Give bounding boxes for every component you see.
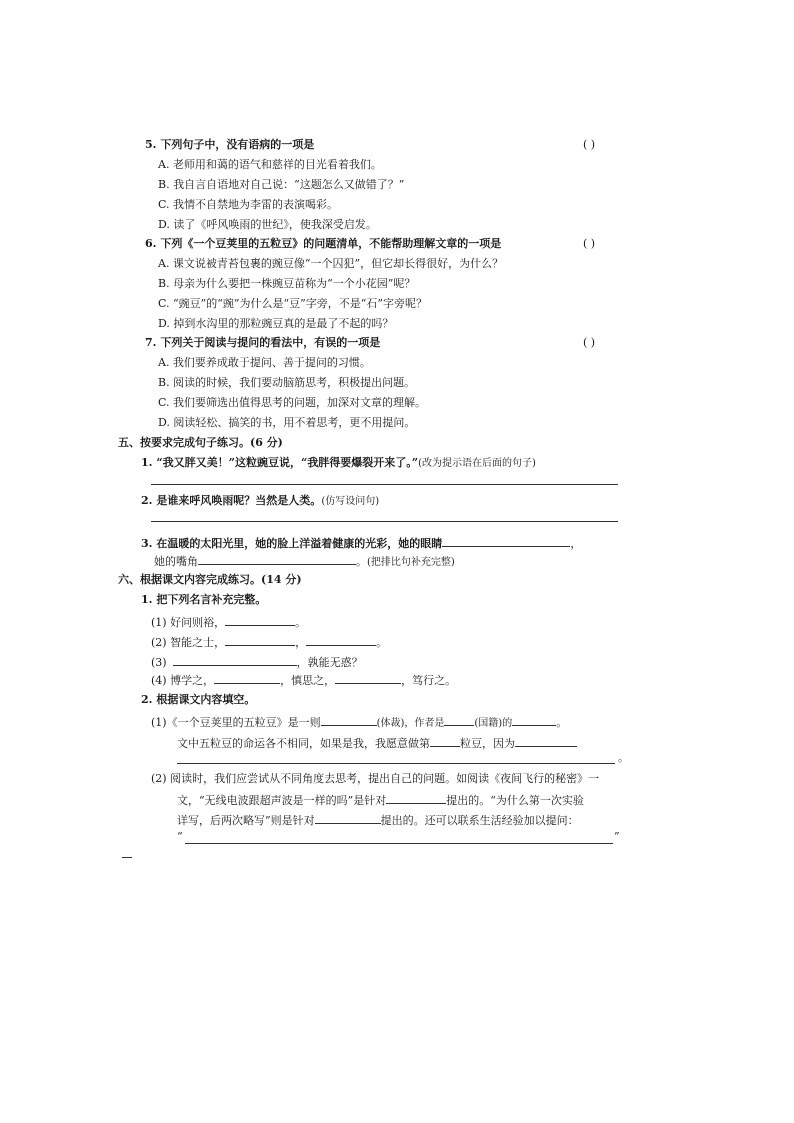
- q7-option-b: B. 阅读的时候，我们要动脑筋思考，积极提出问题。: [158, 376, 416, 389]
- q7-option-d: D. 阅读轻松、搞笑的书，用不着思考，更不用提问。: [158, 416, 416, 429]
- q6-option-c: C. “豌豆”的“豌”为什么是“豆”字旁，不是“石”字旁呢？: [158, 297, 428, 310]
- motto-3: [151, 654, 363, 670]
- own-question-answer-line[interactable]: [185, 843, 613, 844]
- s5-item3-end-b: 。: [356, 555, 367, 568]
- motto-4-text-c: ，笃行之。: [401, 674, 457, 687]
- motto-3-text-a: (3): [151, 656, 167, 669]
- motto-1-blank[interactable]: [225, 614, 295, 626]
- fill-1-text-a: (1)《一个豆荚里的五粒豆》是一则: [151, 716, 321, 729]
- fill-1-line2: [177, 735, 577, 751]
- motto-4-text-a: (4) 博学之，: [151, 674, 215, 687]
- fill-2-open-quote: “: [177, 830, 183, 843]
- s6-part1-title: 1. 把下列名言补充完整。: [141, 593, 267, 606]
- s5-item1-answer-line[interactable]: [151, 484, 618, 485]
- s5-item1: [141, 456, 536, 471]
- q5-option-a: A. 老师用和蔼的语气和慈祥的目光看着我们。: [158, 158, 382, 171]
- q6-stem: 6. 下列《一个豆荚里的五粒豆》的问题清单，不能帮助理解文章的一项是: [145, 237, 502, 250]
- q7-option-a: A. 我们要养成敢于提问、善于提问的习惯。: [158, 356, 371, 369]
- reason-answer-line[interactable]: [177, 763, 615, 764]
- fill-2-line2: [177, 792, 584, 808]
- fill-1-text-e: 文中五粒豆的命运各不相同，如果是我，我愿意做第: [177, 737, 430, 750]
- q5-stem: 5. 下列句子中，没有语病的一项是: [145, 138, 315, 151]
- fill-1-line1: [151, 714, 567, 731]
- bean-number-blank[interactable]: [430, 735, 460, 747]
- fill-2-text-e: 提出的。还可以联系生活经验加以提问：: [380, 814, 579, 827]
- s5-item2-answer-line[interactable]: [151, 521, 618, 522]
- s5-item3-note: (把排比句补充完整): [367, 557, 455, 568]
- s5-item1-text: 1. “我又胖又美！”这粒豌豆说，“我胖得要爆裂开来了。”: [141, 456, 419, 469]
- s5-item3-line1: [141, 535, 581, 551]
- s5-item2: [141, 494, 379, 509]
- section5-heading: 五、按要求完成句子练习。(6 分): [118, 436, 283, 449]
- fill-2-close-quote: ”: [614, 830, 620, 843]
- section6-heading: 六、根据课文内容完成练习。(14 分): [118, 573, 302, 586]
- fill-1-text-g: 。: [618, 751, 629, 764]
- motto-3-text-b: ，孰能无惑？: [296, 656, 363, 669]
- q5-option-b: B. 我自言自语地对自己说：“这题怎么又做错了？”: [158, 178, 405, 191]
- author-blank[interactable]: [512, 714, 556, 726]
- genre-blank[interactable]: [321, 714, 377, 726]
- fill-1-text-f: 粒豆，因为: [460, 737, 515, 750]
- motto-4: [151, 672, 456, 688]
- motto-2: [151, 634, 387, 650]
- motto-4-blank-2[interactable]: [335, 672, 401, 684]
- motto-2-blank-2[interactable]: [306, 634, 376, 646]
- q7-stem: 7. 下列关于阅读与提问的看法中，有误的一项是: [145, 336, 381, 349]
- s5-item3-end-a: ，: [570, 537, 582, 550]
- fill-2-text-b: 文，“无线电波跟超声波是一样的吗”是针对: [177, 794, 387, 807]
- fill-2-line1: (2) 阅读时，我们应尝试从不同角度去思考，提出自己的问题。如阅读《夜间飞行的秘密》一: [151, 772, 600, 785]
- motto-1-text-a: (1) 好问则裕，: [151, 616, 226, 629]
- q6-option-d: D. 掉到水沟里的那粒豌豆真的是最了不起的吗？: [158, 317, 394, 330]
- motto-2-text-c: 。: [376, 636, 388, 649]
- s5-item1-note: (改为提示语在后面的句子): [418, 458, 536, 469]
- q7-answer-paren[interactable]: ( ): [583, 336, 596, 349]
- fill-2-text-c: 提出的。“为什么第一次实验: [446, 794, 584, 807]
- motto-4-blank-1[interactable]: [214, 672, 280, 684]
- s5-item3-text-b: 她的嘴角: [154, 555, 198, 568]
- q5-option-d: D. 读了《呼风唤雨的世纪》，使我深受启发。: [158, 218, 377, 231]
- question-angle-blank-2[interactable]: [315, 812, 381, 824]
- motto-3-blank[interactable]: [173, 654, 297, 666]
- s5-item2-text: 2. 是谁来呼风唤雨呢？当然是人类。: [141, 494, 322, 507]
- q6-option-b: B. 母亲为什么要把一株豌豆苗称为“一个小花园”呢？: [158, 277, 416, 290]
- fill-2-text-d: 详写，后两次略写”则是针对: [177, 814, 315, 827]
- s5-item2-note: (仿写设问句): [321, 496, 380, 507]
- s6-part2-title: 2. 根据课文内容填空。: [141, 693, 256, 706]
- reason-blank[interactable]: [515, 735, 577, 747]
- motto-1: [151, 614, 306, 630]
- s5-item3-text-a: 3. 在温暖的太阳光里，她的脸上洋溢着健康的光彩，她的眼睛: [141, 537, 443, 550]
- motto-2-text-a: (2) 智能之士，: [151, 636, 226, 649]
- page-margin-mark: [122, 857, 132, 858]
- fill-1-text-c: (国籍)的: [474, 718, 513, 729]
- motto-4-text-b: ，慎思之，: [280, 674, 336, 687]
- q7-option-c: C. 我们要筛选出值得思考的问题，加深对文章的理解。: [158, 396, 427, 409]
- fill-2-line3: [177, 812, 579, 828]
- motto-1-text-b: 。: [295, 616, 307, 629]
- motto-2-blank-1[interactable]: [225, 634, 295, 646]
- question-angle-blank-1[interactable]: [386, 792, 446, 804]
- s5-item3-eyes-blank[interactable]: [442, 535, 570, 547]
- q5-option-c: C. 我情不自禁地为李雷的表演喝彩。: [158, 198, 339, 211]
- s5-item3-line2: [154, 553, 455, 570]
- nationality-blank[interactable]: [444, 714, 474, 726]
- q6-option-a: A. 课文说被青苔包裹的豌豆像“一个囚犯”，但它却长得很好，为什么？: [158, 257, 504, 270]
- fill-1-text-d: 。: [556, 716, 568, 729]
- s5-item3-mouth-blank[interactable]: [198, 553, 356, 565]
- q5-answer-paren[interactable]: ( ): [583, 138, 596, 151]
- motto-2-text-b: ，: [295, 636, 307, 649]
- fill-1-text-b: (体裁)，作者是: [376, 718, 445, 729]
- q6-answer-paren[interactable]: ( ): [583, 237, 596, 250]
